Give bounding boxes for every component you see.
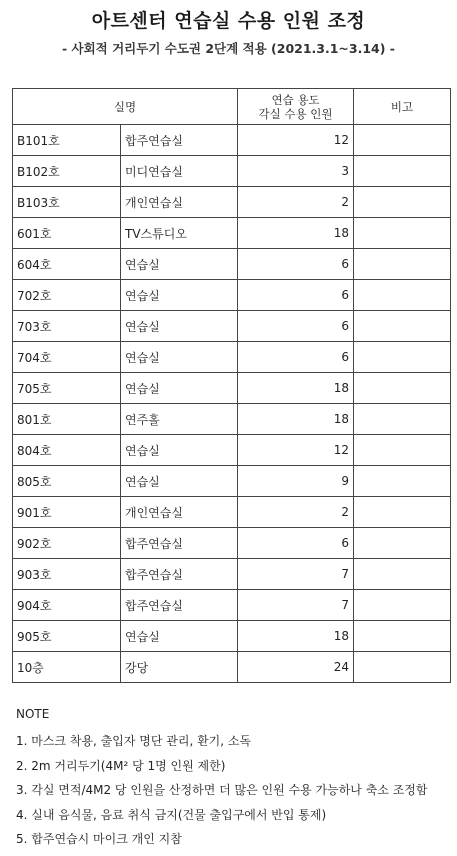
room-cell: 903호 (13, 559, 121, 590)
room-cell: 604호 (13, 249, 121, 280)
table-row (13, 652, 451, 683)
table-row (13, 373, 451, 404)
header-capacity-line1: 연습 용도 (271, 92, 320, 107)
use-cell: TV스튜디오 (121, 218, 238, 249)
capacity-cell: 6 (238, 311, 354, 342)
table-row (13, 249, 451, 280)
note-cell (354, 280, 451, 311)
room-cell: 705호 (13, 373, 121, 404)
use-cell: 연주홀 (121, 404, 238, 435)
use-cell: 합주연습실 (121, 528, 238, 559)
capacity-cell: 2 (238, 497, 354, 528)
room-cell: 901호 (13, 497, 121, 528)
table-row (13, 342, 451, 373)
use-cell: 연습실 (121, 249, 238, 280)
header-note: 비고 (354, 89, 451, 125)
table-body (13, 125, 451, 683)
page-title: 아트센터 연습실 수용 인원 조정 (91, 10, 366, 32)
note-cell (354, 652, 451, 683)
capacity-cell: 18 (238, 218, 354, 249)
note-cell (354, 311, 451, 342)
use-cell: 연습실 (121, 311, 238, 342)
page-subtitle: - 사회적 거리두기 수도권 2단계 적용 (2021.3.1~3.14) - (61, 41, 395, 56)
table-row (13, 435, 451, 466)
capacity-cell: 12 (238, 125, 354, 156)
note-cell (354, 373, 451, 404)
use-cell: 미디연습실 (121, 156, 238, 187)
use-cell: 연습실 (121, 435, 238, 466)
capacity-cell: 3 (238, 156, 354, 187)
note-cell (354, 218, 451, 249)
capacity-cell: 12 (238, 435, 354, 466)
note-cell (354, 187, 451, 218)
room-cell: 804호 (13, 435, 121, 466)
room-cell: 702호 (13, 280, 121, 311)
table-row (13, 218, 451, 249)
room-cell: B101호 (13, 125, 121, 156)
table-row (13, 125, 451, 156)
notes-title: NOTE (16, 707, 50, 721)
note-cell (354, 559, 451, 590)
capacity-cell: 6 (238, 280, 354, 311)
table-row (13, 187, 451, 218)
capacity-table (12, 88, 451, 683)
note-cell (354, 249, 451, 280)
note-cell (354, 125, 451, 156)
note-item: 4. 실내 음식물, 음료 취식 금지(건물 출입구에서 반입 통제) (16, 807, 327, 822)
table-row (13, 497, 451, 528)
note-cell (354, 156, 451, 187)
room-cell: 704호 (13, 342, 121, 373)
room-cell: 902호 (13, 528, 121, 559)
note-cell (354, 621, 451, 652)
note-cell (354, 342, 451, 373)
table-row (13, 311, 451, 342)
room-cell: 905호 (13, 621, 121, 652)
capacity-cell: 18 (238, 404, 354, 435)
room-cell: B103호 (13, 187, 121, 218)
capacity-cell: 9 (238, 466, 354, 497)
table-row (13, 528, 451, 559)
header-room: 실명 (13, 89, 238, 125)
capacity-cell: 6 (238, 342, 354, 373)
table-row (13, 280, 451, 311)
table-row (13, 590, 451, 621)
capacity-cell: 7 (238, 559, 354, 590)
capacity-cell: 7 (238, 590, 354, 621)
room-cell: 904호 (13, 590, 121, 621)
note-cell (354, 435, 451, 466)
room-cell: 805호 (13, 466, 121, 497)
note-cell (354, 404, 451, 435)
note-cell (354, 528, 451, 559)
room-cell: 601호 (13, 218, 121, 249)
use-cell: 개인연습실 (121, 497, 238, 528)
use-cell: 합주연습실 (121, 590, 238, 621)
table-header-row (13, 89, 451, 125)
use-cell: 강당 (121, 652, 238, 683)
table-row (13, 404, 451, 435)
room-cell: B102호 (13, 156, 121, 187)
capacity-cell: 18 (238, 621, 354, 652)
table-row (13, 559, 451, 590)
use-cell: 연습실 (121, 621, 238, 652)
capacity-cell: 24 (238, 652, 354, 683)
header-capacity-line2: 각실 수용 인원 (258, 106, 333, 121)
capacity-cell: 2 (238, 187, 354, 218)
use-cell: 합주연습실 (121, 125, 238, 156)
note-item: 1. 마스크 착용, 출입자 명단 관리, 환기, 소독 (16, 734, 252, 748)
use-cell: 합주연습실 (121, 559, 238, 590)
room-cell: 703호 (13, 311, 121, 342)
room-cell: 801호 (13, 404, 121, 435)
capacity-cell: 6 (238, 528, 354, 559)
capacity-cell: 18 (238, 373, 354, 404)
use-cell: 연습실 (121, 342, 238, 373)
table-row (13, 621, 451, 652)
note-cell (354, 466, 451, 497)
note-cell (354, 497, 451, 528)
note-cell (354, 590, 451, 621)
capacity-cell: 6 (238, 249, 354, 280)
table-row (13, 466, 451, 497)
use-cell: 연습실 (121, 280, 238, 311)
use-cell: 연습실 (121, 466, 238, 497)
notes-list (16, 733, 452, 856)
use-cell: 연습실 (121, 373, 238, 404)
note-item: 3. 각실 면적/4M2 당 인원을 산정하면 더 많은 인원 수용 가능하나 축소 조정함 (16, 783, 428, 797)
note-item: 5. 합주연습시 마이크 개인 지참 (16, 832, 182, 846)
room-cell: 10층 (13, 652, 121, 683)
table-row (13, 156, 451, 187)
use-cell: 개인연습실 (121, 187, 238, 218)
note-item: 2. 2m 거리두기(4M² 당 1명 인원 제한) (16, 758, 226, 773)
header-capacity (238, 89, 354, 125)
notes-section (16, 707, 452, 856)
